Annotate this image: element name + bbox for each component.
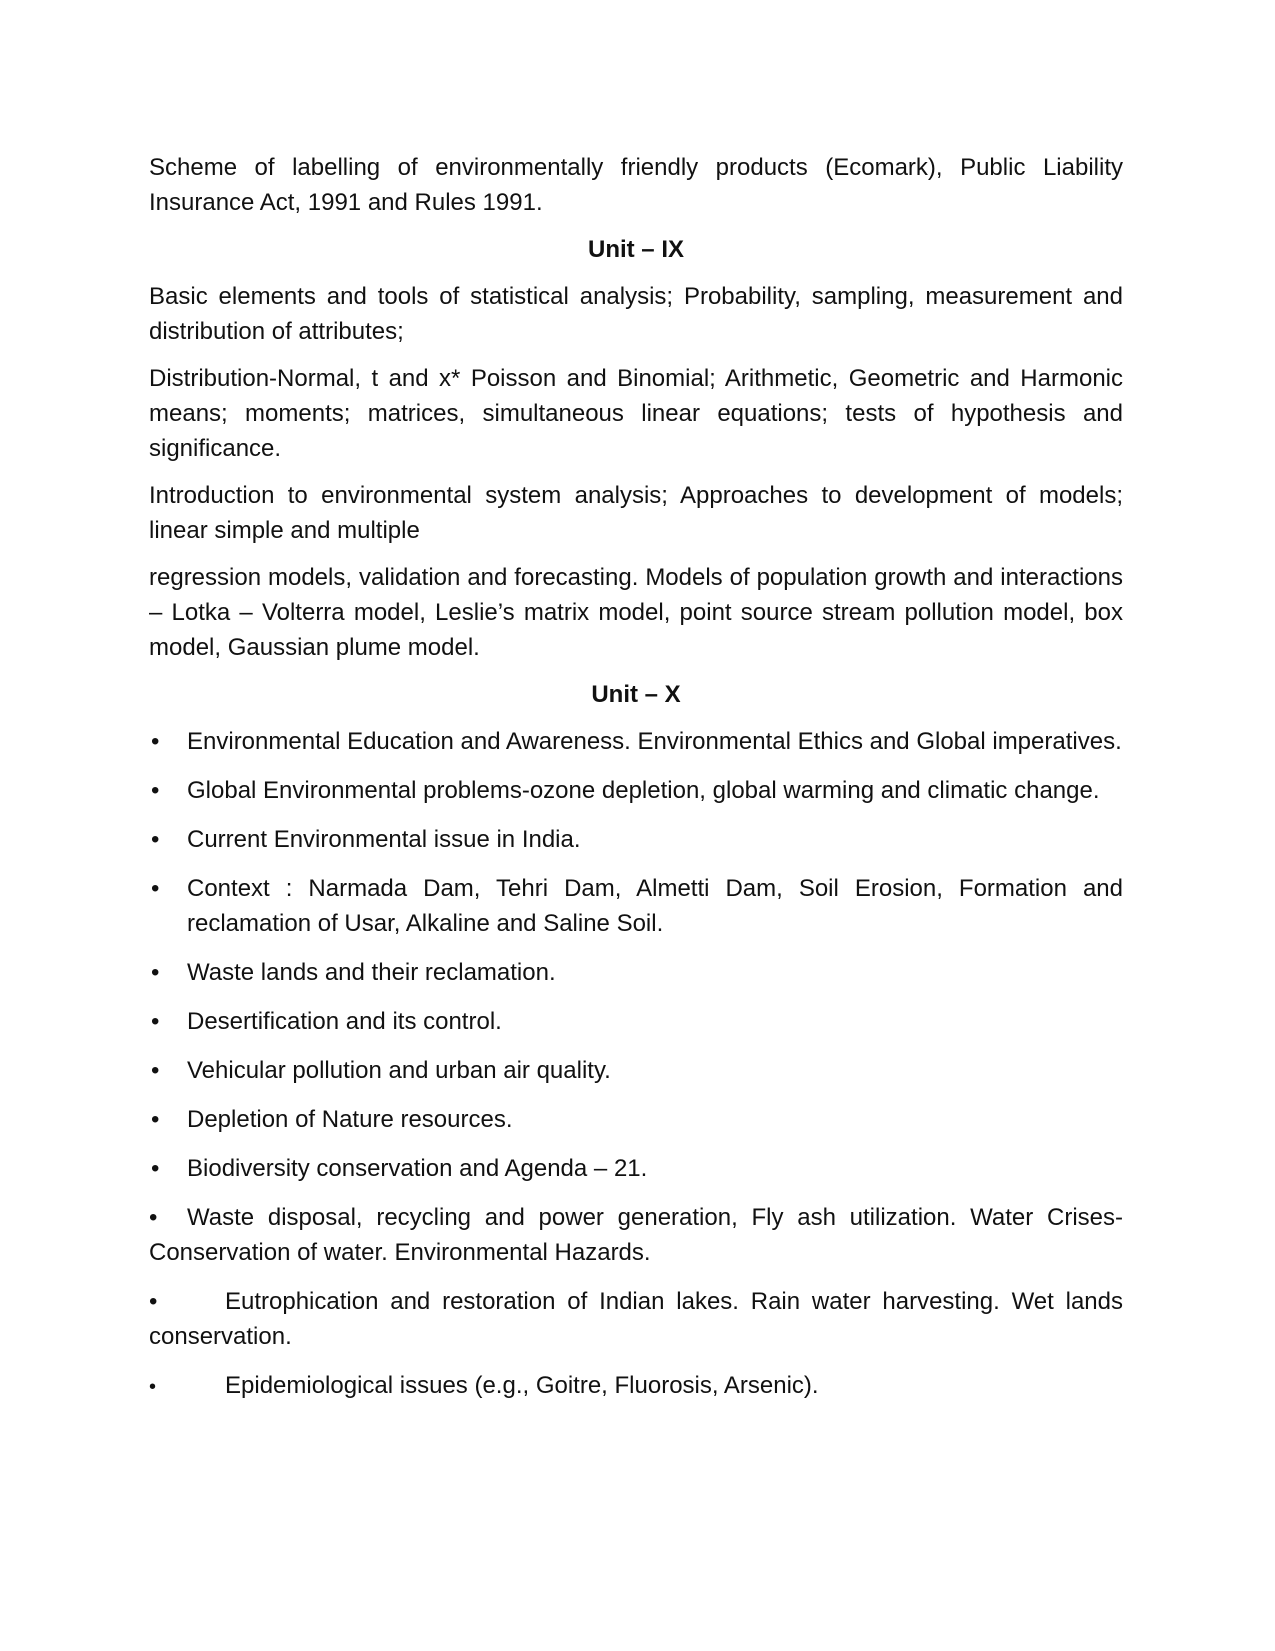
list-item [149, 1368, 1123, 1405]
list-item [149, 1004, 1123, 1039]
bullet-icon: • [151, 1008, 160, 1035]
list-item [149, 1102, 1123, 1137]
list-item [149, 1053, 1123, 1088]
unit-ix-paragraph-4: regression models, validation and forecasting. Models of population growth and interactions – Lotka – Volterra model, Leslie’s matrix model, point source stream pollution model, box model, Gaussian plume model. [149, 564, 1123, 661]
list-item-text: Global Environmental problems-ozone depletion, global warming and climatic change. [187, 777, 1100, 804]
unit-ix-heading: Unit – IX [587, 236, 684, 263]
unit-ix-paragraph-2: Distribution-Normal, t and x* Poisson and Binomial; Arithmetic, Geometric and Harmonic means; moments; matrices, simultaneous linear equations; tests of hypothesis and significance. [149, 365, 1123, 462]
bullet-icon: • [151, 875, 160, 902]
bullet-icon: • [151, 1106, 160, 1133]
list-item [149, 773, 1123, 808]
list-item-text: Waste disposal, recycling and power generation, Fly ash utilization. Water Crises-Conservation of water. Environmental Hazards. [149, 1204, 1123, 1266]
document-page [149, 150, 1123, 1419]
bullet-icon: • [151, 777, 160, 804]
list-item-text: Depletion of Nature resources. [187, 1106, 513, 1133]
bullet-icon: • [151, 826, 160, 853]
bullet-icon: • [149, 1288, 158, 1315]
unit-x-bullet-list [149, 724, 1123, 1405]
list-item-text: Biodiversity conservation and Agenda – 21. [187, 1155, 648, 1182]
unit-x-heading: Unit – X [591, 681, 681, 708]
bullet-icon: • [149, 1376, 157, 1398]
bullet-icon: • [151, 1057, 160, 1084]
bullet-icon: • [151, 1155, 160, 1182]
list-item-text: Eutrophication and restoration of Indian lakes. Rain water harvesting. Wet lands conservation. [149, 1288, 1123, 1350]
list-item-text: Current Environmental issue in India. [187, 826, 581, 853]
bullet-icon: • [151, 959, 160, 986]
unit-ix-paragraph-3: Introduction to environmental system analysis; Approaches to development of models; linear simple and multiple [149, 482, 1123, 544]
bullet-icon: • [149, 1204, 158, 1231]
list-item-text: Epidemiological issues (e.g., Goitre, Fluorosis, Arsenic). [225, 1372, 819, 1399]
list-item-text: Context : Narmada Dam, Tehri Dam, Almetti Dam, Soil Erosion, Formation and reclamation of Usar, Alkaline and Saline Soil. [187, 875, 1123, 937]
intro-paragraph: Scheme of labelling of environmentally friendly products (Ecomark), Public Liability Insurance Act, 1991 and Rules 1991. [149, 154, 1123, 216]
list-item [149, 822, 1123, 857]
list-item [149, 955, 1123, 990]
list-item-text: Desertification and its control. [187, 1008, 502, 1035]
list-item-text: Waste lands and their reclamation. [187, 959, 556, 986]
unit-ix-paragraph-1: Basic elements and tools of statistical analysis; Probability, sampling, measurement and distribution of attributes; [149, 283, 1123, 345]
list-item [149, 871, 1123, 941]
list-item [149, 1284, 1123, 1354]
list-item [149, 724, 1123, 759]
list-item-text: Vehicular pollution and urban air quality. [187, 1057, 611, 1084]
list-item [149, 1200, 1123, 1270]
list-item [149, 1151, 1123, 1186]
list-item-text: Environmental Education and Awareness. Environmental Ethics and Global imperatives. [187, 728, 1122, 755]
bullet-icon: • [151, 728, 160, 755]
